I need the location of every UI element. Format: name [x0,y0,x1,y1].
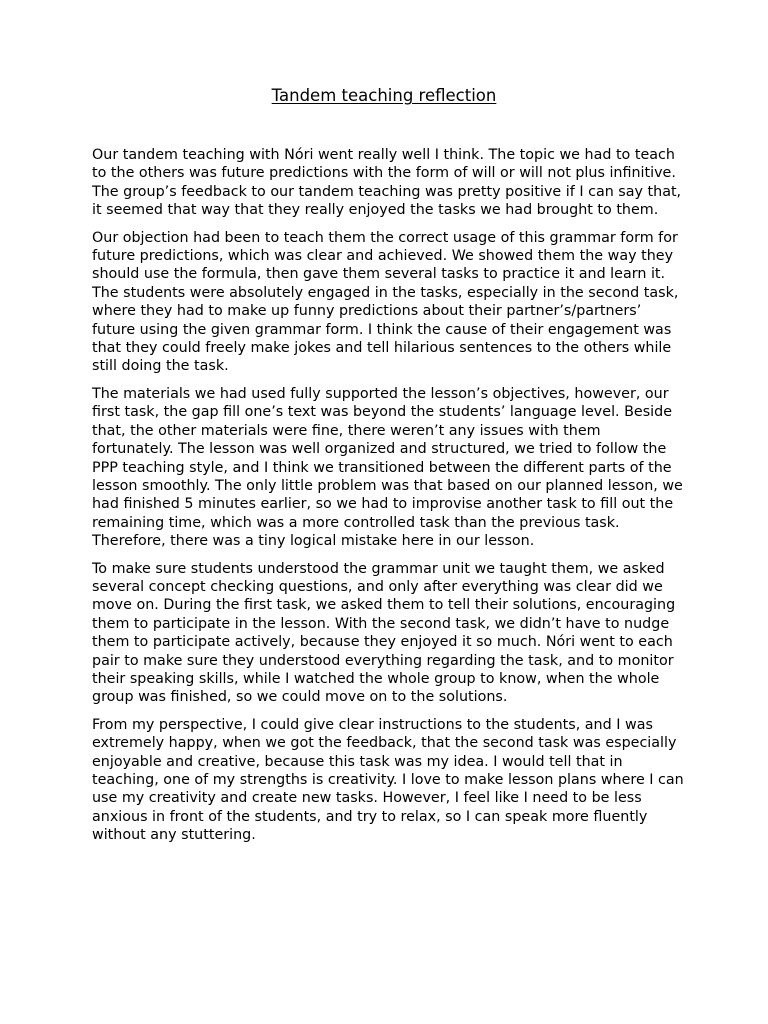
paragraph-1: Our tandem teaching with Nóri went really well I think. The topic we had to teach to the others was future predictions with the form of will or will not plus infinitive. The group’s feedback to our tandem teaching was pretty positive if I can say that, it seemed that way that they really enjoyed the tasks we had brought to them. [92,147,682,219]
document-body [92,146,686,854]
paragraph-5: From my perspective, I could give clear instructions to the students, and I was extremely happy, when we got the feedback, that the second task was especially enjoyable and creative, because this task was my idea. I would tell that in teaching, one of my strengths is creativity. I love to make lesson plans where I can use my creativity and create new tasks. However, I feel like I need to be less anxious in front of the students, and try to relax, so I can speak more fluently without any stuttering. [92,716,684,844]
paragraph-4: To make sure students understood the grammar unit we taught them, we asked several concept checking questions, and only after everything was clear did we move on. During the first task, we asked them to tell their solutions, encouraging them to participate in the lesson. With the second task, we didn’t have to nudge them to participate actively, because they enjoyed it so much. Nóri went to each pair to make sure they understood everything regarding the task, and to monitor their speaking skills, while I watched the whole group to know, when the whole group was finished, so we could move on to the solutions. [92,560,676,706]
paragraph-2: Our objection had been to teach them the correct usage of this grammar form for future predictions, which was clear and achieved. We showed them the way they should use the formula, then gave them several tasks to practice it and learn it. The students were absolutely engaged in the tasks, especially in the second task, where they had to make up funny predictions about their partner’s/partners’ future using the given grammar form. I think the cause of their engagement was that they could freely make jokes and tell hilarious sentences to the others while still doing the task. [92,229,679,375]
document-title: Tandem teaching reflection [271,86,497,105]
paragraph-3: The materials we had used fully supported the lesson’s objectives, however, our first task, the gap fill one’s text was beyond the students’ language level. Beside that, the other materials were fine, there weren’t any issues with them fortunately. The lesson was well organized and structured, we tried to follow the PPP teaching style, and I think we transitioned between the different parts of the lesson smoothly. The only little problem was that based on our planned lesson, we had finished 5 minutes earlier, so we had to improvise another task to fill out the remaining time, which was a more controlled task than the previous task. Therefore, there was a tiny logical mistake here in our lesson. [92,385,683,550]
